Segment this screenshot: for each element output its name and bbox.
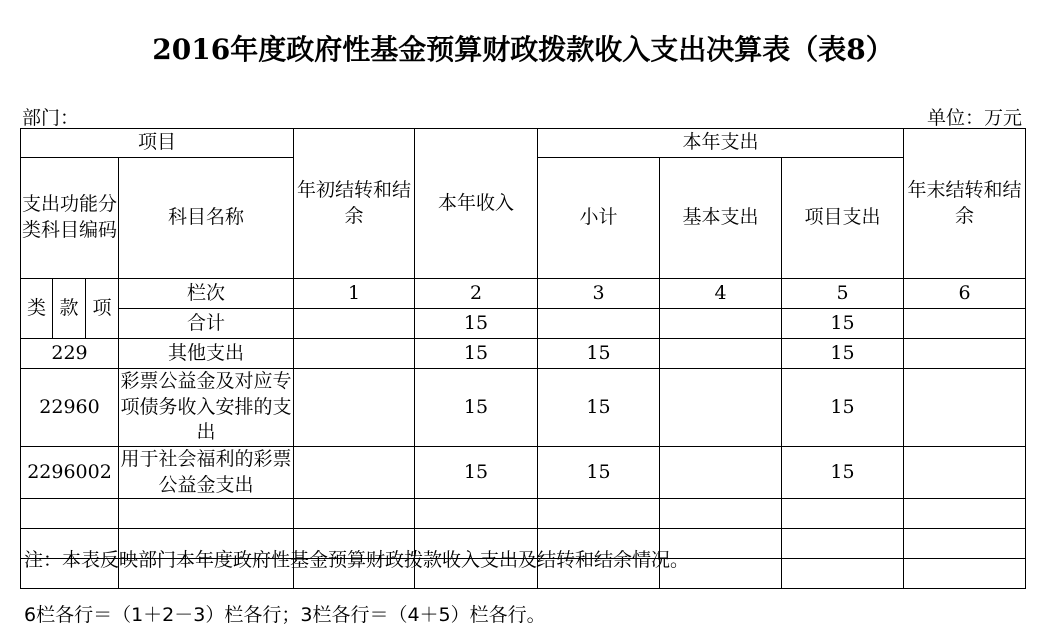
col-num-2: 2 [415,279,538,309]
total-row [21,309,1026,339]
row-closing [904,339,1026,369]
row-basic [660,339,782,369]
row-project: 15 [782,339,904,369]
row-closing [904,446,1026,498]
row-name: 用于社会福利的彩票公益金支出 [119,446,294,498]
col-num-3: 3 [538,279,660,309]
header-func-code: 支出功能分类科目编码 [21,158,119,279]
header-basic: 基本支出 [660,158,782,279]
row-project: 15 [782,369,904,447]
budget-table [20,128,1026,589]
total-project: 15 [782,309,904,339]
row-name: 彩票公益金及对应专项债务收入安排的支出 [119,369,294,447]
header-opening-balance: 年初结转和结余 [294,129,415,279]
col-num-5: 5 [782,279,904,309]
row-basic [660,446,782,498]
row-opening [294,446,415,498]
row-subtotal: 15 [538,339,660,369]
col-num-1: 1 [294,279,415,309]
row-project: 15 [782,446,904,498]
note-line-2: 6栏各行＝（1＋2－3）栏各行；3栏各行＝（4＋5）栏各行。 [24,604,546,626]
table-row [21,369,1026,447]
header-closing-balance: 年末结转和结余 [904,129,1026,279]
row-subtotal: 15 [538,446,660,498]
total-label: 合计 [119,309,294,339]
unit-label: 单位：万元 [926,107,1022,129]
header-subtotal: 小计 [538,158,660,279]
table-row [21,446,1026,498]
total-subtotal [538,309,660,339]
row-opening [294,369,415,447]
header-lei: 类 [21,279,53,339]
header-kuan: 款 [53,279,86,339]
header-project: 项目支出 [782,158,904,279]
header-column-seq: 栏次 [119,279,294,309]
empty-row [21,499,1026,529]
col-num-6: 6 [904,279,1026,309]
row-code: 22960 [21,369,119,447]
row-income: 15 [415,339,538,369]
page-title: 2016年度政府性基金预算财政拨款收入支出决算表（表8） [152,33,894,66]
row-code: 229 [21,339,119,369]
total-closing [904,309,1026,339]
row-code: 2296002 [21,446,119,498]
row-income: 15 [415,446,538,498]
col-num-4: 4 [660,279,782,309]
header-subject-name: 科目名称 [119,158,294,279]
header-income: 本年收入 [415,129,538,279]
note-line-1: 注：本表反映部门本年度政府性基金预算财政拨款收入支出及结转和结余情况。 [24,549,690,571]
total-opening [294,309,415,339]
table-row [21,339,1026,369]
row-subtotal: 15 [538,369,660,447]
header-xiang: 项 [86,279,119,339]
department-label: 部门： [22,107,80,129]
total-basic [660,309,782,339]
row-closing [904,369,1026,447]
total-income: 15 [415,309,538,339]
row-basic [660,369,782,447]
row-income: 15 [415,369,538,447]
row-opening [294,339,415,369]
header-item: 项目 [21,129,294,158]
header-expense-group: 本年支出 [538,129,904,158]
row-name: 其他支出 [119,339,294,369]
